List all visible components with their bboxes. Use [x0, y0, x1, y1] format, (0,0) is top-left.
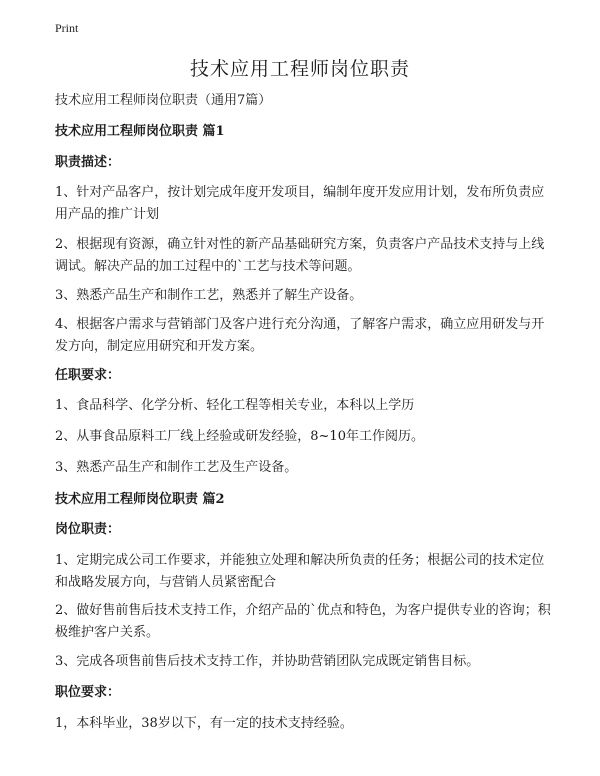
print-link[interactable]: Print	[55, 21, 79, 35]
list-item: 3、熟悉产品生产和制作工艺，熟悉并了解生产设备。	[55, 288, 363, 303]
section-heading-1: 技术应用工程师岗位职责 篇1	[55, 124, 225, 139]
list-item: 4、根据客户需求与营销部门及客户进行充分沟通，了解客户需求，确立应用研发与开发方向，制定应用研究和开发方案。	[55, 317, 545, 354]
list-item: 2、做好售前售后技术支持工作，介绍产品的`优点和特色，为客户提供专业的咨询；积极维护客户关系。	[55, 603, 551, 640]
list-item: 2、根据现有资源，确立针对性的新产品基础研究方案，负责客户产品技术支持与上线调试。解决产品的加工过程中的`工艺与技术等问题。	[55, 237, 545, 274]
group-label-requirements: 任职要求：	[55, 368, 121, 383]
group-label-position-requirements: 职位要求：	[55, 685, 121, 700]
list-item: 3、熟悉产品生产和制作工艺及生产设备。	[55, 460, 298, 475]
section-heading-2: 技术应用工程师岗位职责 篇2	[55, 492, 225, 507]
document-subtitle: 技术应用工程师岗位职责（通用7篇）	[55, 93, 272, 108]
group-label-duties: 岗位职责：	[55, 522, 121, 537]
list-item: 1、食品科学、化学分析、轻化工程等相关专业，本科以上学历	[55, 398, 415, 413]
list-item: 1、定期完成公司工作要求，并能独立处理和解决所负责的任务；根据公司的技术定位和战略发展方向，与营销人员紧密配合	[55, 553, 545, 590]
list-item: 1，本科毕业，38岁以下，有一定的技术支持经验。	[55, 716, 353, 731]
list-item: 2、从事食品原料工厂线上经验或研发经验，8~10年工作阅历。	[55, 429, 424, 444]
page-title: 技术应用工程师岗位职责	[189, 58, 410, 80]
list-item: 1、针对产品客户，按计划完成年度开发项目，编制年度开发应用计划，发布所负责应用产品的推广计划	[55, 185, 545, 222]
list-item: 3、完成各项售前售后技术支持工作，并协助营销团队完成既定销售目标。	[55, 654, 480, 669]
group-label-responsibilities: 职责描述：	[55, 155, 121, 170]
